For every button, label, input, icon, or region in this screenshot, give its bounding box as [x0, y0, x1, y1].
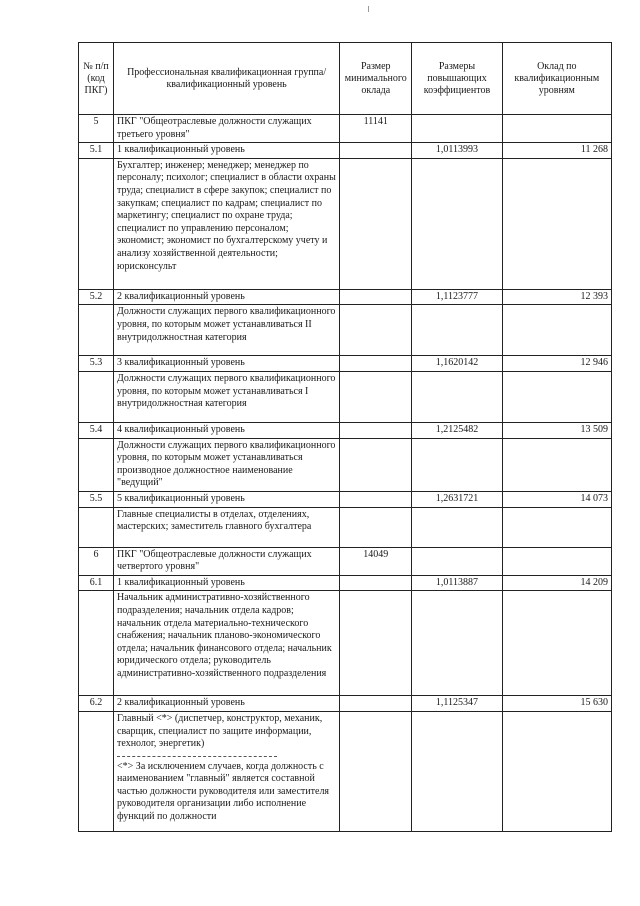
row-positions: Должности служащих первого квалификационного уровня, по которым может устанавливаться I внутридолжностная категория [114, 371, 340, 422]
table-row-pkg5 [79, 115, 612, 143]
table-header-row [79, 43, 612, 115]
footnote-text: <*> За исключением случаев, когда должность с наименованием "главный" является составной частью должности руководителя или заместителя руководителя организации либо исполнение функций по должности [117, 760, 330, 823]
row-number: 5.4 [79, 422, 114, 438]
row-salary: 12 946 [502, 356, 611, 372]
row-number: 5 [79, 115, 114, 143]
table-row-pkg6 [79, 547, 612, 575]
row-salary [502, 115, 611, 143]
row-salary: 15 630 [502, 696, 611, 712]
row-positions: Должности служащих первого квалификационного уровня, по которым может устанавливаться II внутридолжностная категория [114, 305, 340, 356]
header-coefficients: Размеры повышающих коэффициентов [412, 43, 502, 115]
row-number: 5.5 [79, 491, 114, 507]
table-row-positions-6-2 [79, 711, 612, 831]
table-row-positions-5-5 [79, 507, 612, 547]
row-group-name: ПКГ "Общеотраслевые должности служащих четвертого уровня" [114, 547, 340, 575]
row-level-name: 2 квалификационный уровень [114, 289, 340, 305]
row-number: 5.1 [79, 143, 114, 159]
row-level-name: 2 квалификационный уровень [114, 696, 340, 712]
scan-mark [368, 6, 369, 12]
row-positions: Должности служащих первого квалификационного уровня, по которым может устанавливаться производное должностное наименование "ведущий" [114, 438, 340, 491]
row-coefficient [412, 115, 502, 143]
row-coefficient: 1,2631721 [412, 491, 502, 507]
table-row-level-5-2 [79, 289, 612, 305]
row-coefficient: 1,1620142 [412, 356, 502, 372]
row-min-salary: 14049 [340, 547, 412, 575]
row-salary: 13 509 [502, 422, 611, 438]
header-salary: Оклад по квалификационным уровням [502, 43, 611, 115]
row-salary: 12 393 [502, 289, 611, 305]
row-positions: Начальник административно-хозяйственного подразделения; начальник отдела кадров; начальник отдела материально-технического снабжения; начальник планово-экономического отдела; начальник финансового отдела; начальник юридического отдела; руководитель административно-хозяйственного подразделения [114, 591, 340, 696]
row-positions: Главные специалисты в отделах, отделениях, мастерских; заместитель главного бухгалтера [114, 507, 340, 547]
table-row-positions-6-1 [79, 591, 612, 696]
salary-table [78, 42, 612, 832]
row-level-name: 4 квалификационный уровень [114, 422, 340, 438]
table-row-level-5-5 [79, 491, 612, 507]
row-salary: 14 073 [502, 491, 611, 507]
header-min-salary: Размер минимального оклада [340, 43, 412, 115]
row-salary: 14 209 [502, 575, 611, 591]
table-row-positions-5-1 [79, 158, 612, 289]
row-level-name: 1 квалификационный уровень [114, 575, 340, 591]
row-number: 5.3 [79, 356, 114, 372]
row-coefficient: 1,2125482 [412, 422, 502, 438]
table-row-positions-5-2 [79, 305, 612, 356]
row-group-name: ПКГ "Общеотраслевые должности служащих третьего уровня" [114, 115, 340, 143]
row-level-name: 1 квалификационный уровень [114, 143, 340, 159]
table-row-level-6-2 [79, 696, 612, 712]
row-number: 6 [79, 547, 114, 575]
footnote-separator [117, 756, 277, 757]
row-coefficient: 1,0113887 [412, 575, 502, 591]
row-level-name: 5 квалификационный уровень [114, 491, 340, 507]
table-row-positions-5-4 [79, 438, 612, 491]
row-positions: Бухгалтер; инженер; менеджер; менеджер по персоналу; психолог; специалист в области охраны труда; специалист в сфере закупок; специалист по закупкам; специалист по кадрам; специалист по маркетингу; специалист по охране труда; специалист по управлению персоналом; экономист; экономист по бухгалтерскому учету и анализу хозяйственной деятельности; юрисконсульт [114, 158, 340, 289]
table-row-level-5-4 [79, 422, 612, 438]
row-coefficient: 1,1123777 [412, 289, 502, 305]
row-number: 5.2 [79, 289, 114, 305]
row-level-name: 3 квалификационный уровень [114, 356, 340, 372]
row-salary: 11 268 [502, 143, 611, 159]
header-number: № п/п (код ПКГ) [79, 43, 114, 115]
row-min-salary [340, 143, 412, 159]
table-row-level-5-3 [79, 356, 612, 372]
row-coefficient: 1,1125347 [412, 696, 502, 712]
row-positions: Главный <*> (диспетчер, конструктор, механик, сварщик, специалист по защите информации, технолог, энергетик) [117, 712, 323, 750]
table-row-level-6-1 [79, 575, 612, 591]
row-min-salary: 11141 [340, 115, 412, 143]
row-coefficient: 1,0113993 [412, 143, 502, 159]
table-row-level-5-1 [79, 143, 612, 159]
header-group: Профессиональная квалификационная группа/квалификационный уровень [114, 43, 340, 115]
row-number: 6.2 [79, 696, 114, 712]
row-number: 6.1 [79, 575, 114, 591]
table-row-positions-5-3 [79, 371, 612, 422]
